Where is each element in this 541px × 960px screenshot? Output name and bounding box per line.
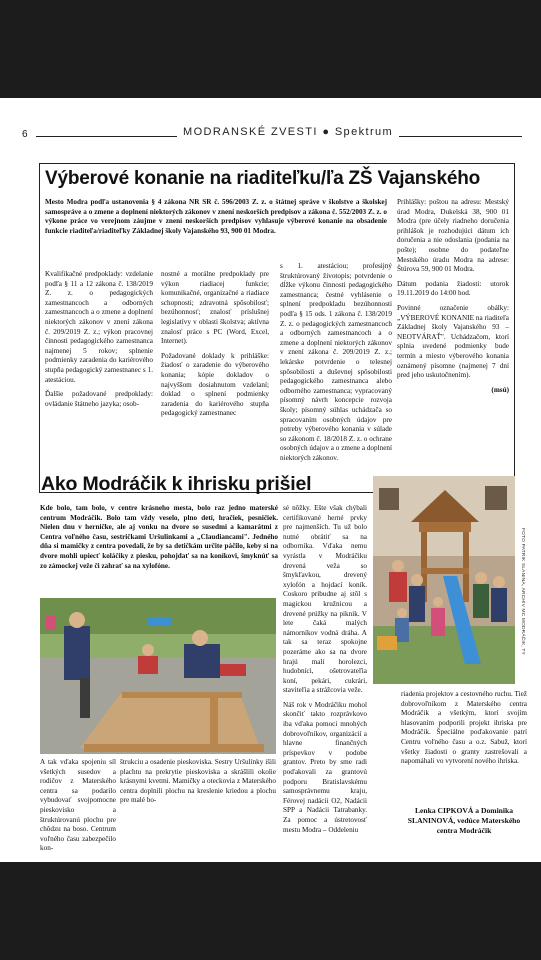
article2-signature: Lenka CIPKOVÁ a Dominika SLANINOVÁ, vedúce Materského centra Modráčik [407,806,521,835]
article1-col4 [397,198,509,490]
newspaper-page[interactable] [0,98,541,862]
publication-name: MODRANSKÉ ZVESTI ● Spektrum [177,126,399,138]
article2-col-br [401,690,527,804]
paragraph: riadenia projektov a cestovného ruchu. Tiež dobrovoľníkom z Materského centra Modráčik a všetkým, ktorí svojím hlasovaním podporili projekt ihriska pre Modráčik. Špeciálne poďakovanie patrí Centru voľného času a o.z. Sabuž, ktorí všetky žiadosti o granty zastrešovali a napomáhali vo vytvorení nového ihriska. [401,690,527,766]
paragraph: Povinné označenie obálky: „VÝBEROVÉ KONANIE na riaditeľa Základnej školy Vajanského 93 – NEOTVÁRAŤ". Uchádzačom, ktorí splnia uvedené podmienky bude termín a miesto výberového konania oznámený písomne (najmenej 7 dní pred jeho uskutočnením). [397,303,509,380]
article1-col2 [161,270,269,490]
photo-playground-tower[interactable] [373,476,515,684]
article1-col1 [45,270,153,490]
paragraph: nostné a morálne predpoklady pre výkon riadiacej funkcie; komunikačné, organizačné a riadiace schopnosti; zdravotná spôsobilosť; bezúhonnosť; znalosť príslušnej legislatívy v oblasti školstva; aktívna znalosť práce s PC (Word, Excel, Internet). [161,270,269,346]
paragraph: Kvalifikačné predpoklady: vzdelanie podľa § 11 a 12 zákona č. 138/2019 Z. z. o pedagogických zamestnancoch a odborných zamestnancoch a o zmene a doplnení niektorých zákonov v znení zákona č. 209/2019 Z. z.; výkon pracovnej činnosti pedagogického zamestnanca najmenej 5 rokov; splnenie podmienky zaradenia do kariérového stupňa pedagogický zamestnanec s 1. atestáciou. [45,270,153,384]
article1-signature: (msú) [491,385,509,394]
page-header [22,124,522,140]
article1-title: Výberové konanie na riaditeľku/ľa ZŠ Vajanského [45,168,481,189]
paragraph: Požadované doklady k prihláške: žiadosť o zaradenie do výberového konania; kópie dokladov o najvyššom dosiahnutom vzdelaní; doklad o splnení podmienky zaradenia do kariérového stupňa pedagogický zamestnanec [161,351,269,418]
page-number: 6 [22,129,28,140]
paragraph: s 1. atestáciou; profesijný štruktúrovaný životopis; potvrdenie o dĺžke výkonu činnosti pedagogického zamestnanca; čestné vyhlásenie o splnení predpokladu bezúhonnosti podľa § 15 ods. 1 zákona č. 138/2019 Z. z. o pedagogických zamestnancoch a odborných zamestnancoch a o zmene a doplnení niektorých zákonov v znení zákona č. 209/2019 Z. z.; lekárske potvrdenie o telesnej spôsobilosti a duševnej spôsobilosti pedagogického zamestnanca alebo odborného zamestnanca; vypracovaný písomný návrh koncepcie rozvoja školy; písomný súhlas uchádzača so spracovaním osobných údajov pre potreby výberového konania v súlade so zákonom č. 18/2018 Z. z. o ochrane osobných údajov a o zmene a doplnení niektorých zákonov. [280,262,392,462]
article-box-vyberove-konanie [39,163,515,493]
playground-tower-image [373,476,515,684]
sandbox-building-image [40,598,276,754]
article2-title: Ako Modráčik k ihrisku prišiel [41,473,312,495]
paragraph: Prihlášky: poštou na adresu: Mestský úrad Modra, Dukelská 38, 900 01 Modra (pre účely riadneho doručenia prihlášok je rozhodujúci dátum ich doručenia a nie odoslania (podania na pošte); osobne do podateľne Mestského úradu Modra na adrese: Štúrova 59, 900 01 Modra. [397,198,509,274]
paragraph: A tak vďaka spojeniu síl všetkých susedov a rodičov z Materského centra sa podarilo vybudovať svojpomocne pieskovisko a štruktúrovanú plochu pre chôdzu na boso. Centrum voľného času zabezpečilo kon- [40,758,116,853]
paragraph: štrukciu a osadenie pieskoviska. Sestry Uršulínky išili plachtu na prekrytie pieskoviska a skrášlili okolie krásnymi kvetmi. Mamičky a oteckovia z Materského centra doplnili plochu na kreslenie kriedou a plochu pre malé bo- [120,758,276,805]
paragraph: sé nôžky. Ešte však chýbali certifikované herné prvky pre najmenších. Tu už bolo nutné obrátiť sa na odborníka. Vďaka nemu vyrástla v Modráčiku drevená veža so šmykľavkou, drevený xylofón a hojdací koník. Coskoro pribudne aj stôl s magickou kružnicou a drevené prúžky na piknik. V lete čaká malých námorníkov vodná dráha. A tak sa teraz spokojne pozeráme ako sa na dvore hrajú malí horolezci, hudobníci, ošetrovateľia koní, pekári, cukrári, staviteľia a strážcovia veže. [283,504,367,695]
article1-col3 [280,198,392,490]
paragraph: Náš rok v Modráčiku mohol skončiť takto rozprávkovo iba vďaka pomoci mnohých dobrovoľníkov, organizácií a hlavne finančných príspevkov v podobe grantov. Preto by sme radi poďakovali za grantovú podporu Bratislavskému samosprávnemu kraju, Férovej nadácii O2, Nadácii SPP a Nadácii Tatrabanky. Za pomoc a ústretovosť mestu Modra – Oddeleniu [283,700,367,834]
top-black-bar [0,0,541,98]
article2-col-bl [40,758,116,858]
bottom-black-bar [0,862,541,960]
photo-caption: FOTO PATRIK SLANINA, ARCHÍV MC MODRÁČIK, TY [520,528,525,655]
article1-lead: Mesto Modra podľa ustanovenia § 4 zákona NR SR č. 596/2003 Z. z. o štátnej správe v školstve a školskej samospráve a o zmene a doplnení niektorých zákonov v znení neskorších predpisov a zákona č. 552/2003 Z. z. o výkone práce vo verejnom záujme v znení neskorších predpisov vyhlasuje výberové konanie na obsadenie funkcie riaditeľa/riaditeľky Základnej školy Vajanského 93, 900 01 Modra. [45,198,387,235]
article2-col-bm [120,758,276,858]
photo-sandbox-building[interactable] [40,598,276,754]
paragraph: Dátum podania žiadosti: utorok 19.11.2019 do 14:00 hod. [397,279,509,298]
article2-lead: Kde bolo, tam bolo, v centre krásneho mesta, bolo raz jedno materské centrum Modráčik. Bolo tam vždy veselo, plno detí, hračiek, pesničiek. Nielen dnu v herničke, ale aj vonku na dvore so susedmi a kamarátmi z Centra voľného času, sestričkami Uršulinkami a „Claudiancami". Jedného dňa si mamičky z centra povedali, že by sa detičkám určite páčilo, keby si na dvore mohli upiecť koláčiky z piesku, pohojdať sa na koníkovi, šmyknúť sa zo zámockej veže či zahrať sa na xylofóne. [40,504,278,570]
article2-col-mid [283,504,367,834]
paragraph: Ďalšie požadované predpoklady: ovládanie štátneho jazyka; osob- [45,390,153,408]
